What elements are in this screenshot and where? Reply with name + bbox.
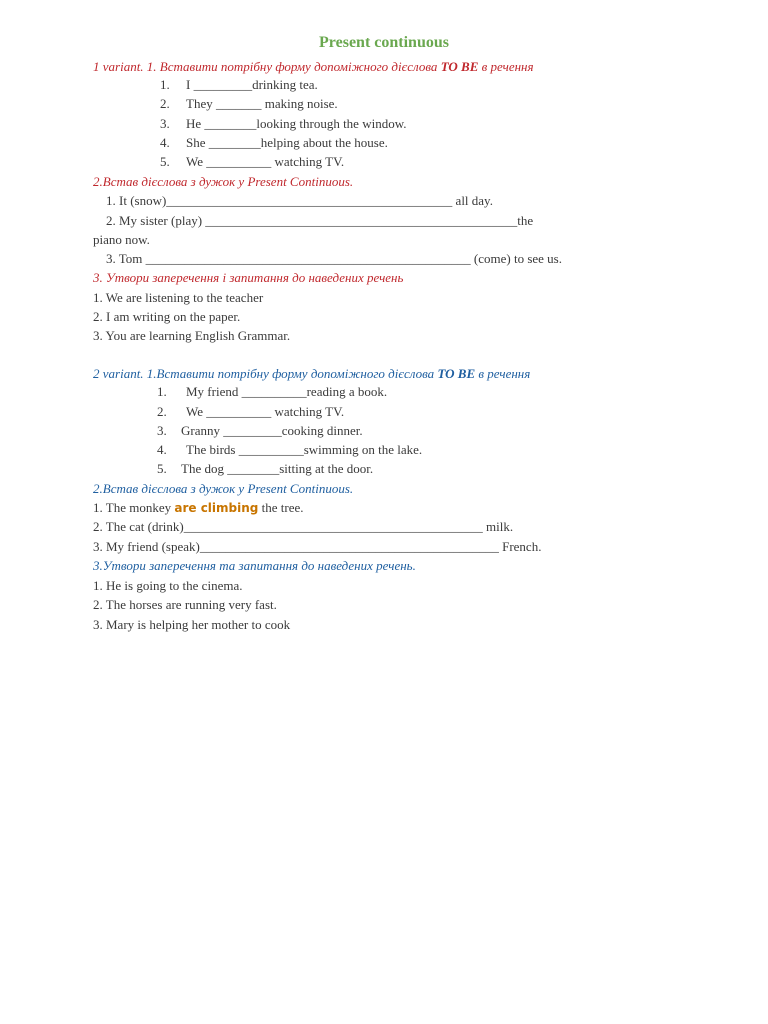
variant2-heading-emphasis: TO BE (437, 366, 476, 381)
v2-ex3-item-1: 1. He is going to the cinema. (93, 578, 243, 593)
v1-ex3-item-3: 3. You are learning English Grammar. (93, 328, 291, 343)
v1-ex2-heading: 2.Встав дієслова з дужок у Present Continuous. (93, 174, 354, 189)
variant2-heading (93, 366, 530, 382)
v1-ex3-item-1: 1. We are listening to the teacher (93, 290, 264, 305)
v2-ex2-item-2: 2. The cat (drink)______________________________________________ milk. (93, 519, 514, 534)
variant1-heading-text: 1 variant. 1. Вставити потрібну форму допоміжного дієслова (93, 59, 441, 74)
v1-ex2-item-1: 1. It (snow)____________________________________________ all day. (106, 193, 493, 208)
v1-ex1-item-3: 3. He ________looking through the window. (160, 116, 407, 131)
v2-ex1-item-2: 2. We __________ watching TV. (157, 404, 345, 419)
v1-ex1-item-1: 1. I _________drinking tea. (160, 77, 318, 92)
variant2-heading-text: 2 variant. 1.Вставити потрібну форму допоміжного дієслова (93, 366, 438, 381)
variant1-heading-emphasis: TO BE (440, 59, 479, 74)
v2-ex1-item-1: 1. My friend __________reading a book. (157, 384, 388, 399)
variant1-heading-suffix: в речення (478, 59, 534, 74)
v1-ex3-item-2: 2. I am writing on the paper. (93, 309, 241, 324)
v2-ex1-item-3: 3. Granny _________cooking dinner. (157, 423, 363, 438)
v1-ex2-item-2: 2. My sister (play) ________________________________________________the (106, 213, 534, 228)
v2-ex3-heading: 3.Утвори заперечення та запитання до наведених речень. (93, 558, 416, 573)
v1-ex3-heading: 3. Утвори заперечення і запитання до наведених речень (93, 270, 404, 285)
v2-ex2-item-1: 1. The monkey are climbing the tree. (93, 500, 304, 515)
v1-ex1-item-5: 5. We __________ watching TV. (160, 154, 345, 169)
v2-ex3-item-2: 2. The horses are running very fast. (93, 597, 277, 612)
example-answer: are climbing (174, 501, 259, 515)
v1-ex1-item-4: 4. She ________helping about the house. (160, 135, 388, 150)
variant1-heading (93, 59, 534, 75)
v2-ex2-item-3: 3. My friend (speak)______________________________________________ French. (93, 539, 542, 554)
v1-ex2-item-2-cont: piano now. (93, 232, 150, 247)
v2-ex1-item-4: 4. The birds __________swimming on the lake. (157, 442, 423, 457)
v2-ex3-item-3: 3. Mary is helping her mother to cook (93, 617, 291, 632)
variant2-heading-suffix: в речення (475, 366, 531, 381)
v1-ex1-item-2: 2. They _______ making noise. (160, 96, 338, 111)
page-title: Present continuous (319, 34, 449, 51)
v1-ex2-item-3: 3. Tom __________________________________________________ (come) to see us. (106, 251, 562, 266)
v2-ex1-item-5: 5. The dog ________sitting at the door. (157, 461, 374, 476)
v2-ex2-heading: 2.Встав дієслова з дужок у Present Continuous. (93, 481, 354, 496)
